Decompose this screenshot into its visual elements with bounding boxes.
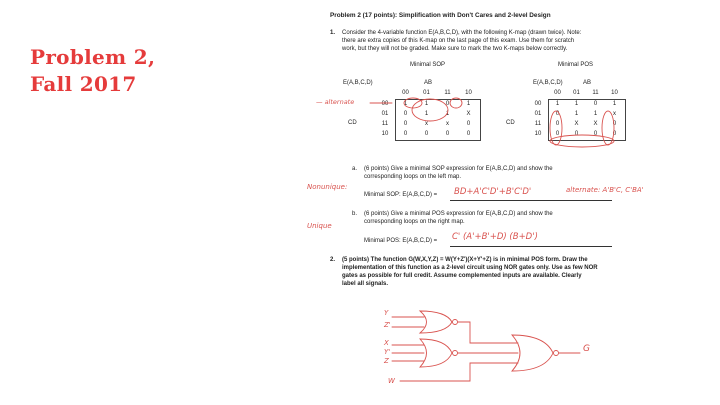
kmap_pos-cell: 1 xyxy=(612,101,617,107)
kmap_pos-cell: 1 xyxy=(574,101,579,107)
kmap_sop-cell: 1 xyxy=(403,101,408,107)
kmap_pos-cell: 0 xyxy=(555,121,560,127)
part-b-line1: (6 points) Give a minimal POS expression for E(A,B,C,D) and show the xyxy=(364,211,553,217)
part-a-line2: corresponding loops on the left map. xyxy=(364,174,462,180)
kmap_pos-cell: 0 xyxy=(593,101,598,107)
nor-gate-2 xyxy=(420,339,452,367)
kmap_pos-row-header: 10 xyxy=(534,131,542,137)
kmap_sop-cell: x xyxy=(446,121,449,127)
kmap_sop-cell: 0 xyxy=(424,131,429,137)
hand-alternate-right: alternate: A'B'C, C'BA' xyxy=(566,186,644,194)
kmap_pos-cell: 0 xyxy=(593,131,598,137)
q1-line3: work, but they will not be graded. Make sure to mark the two K-maps below correctly. xyxy=(342,46,568,52)
slide-title-line1: Problem 2, xyxy=(30,45,156,69)
q1-number: 1. xyxy=(330,30,336,36)
kmap-sop-ab-label: AB xyxy=(424,80,433,86)
hand-input-y: Y xyxy=(384,309,389,317)
kmap-pos-ab-label: AB xyxy=(583,80,592,86)
problem-header: Problem 2 (17 points): Simplification with Don't Cares and 2-level Design xyxy=(330,12,551,19)
kmap_pos-cell: X xyxy=(593,121,598,127)
hand-input-z: Z xyxy=(384,357,389,365)
part-a-answer-prefix: Minimal SOP: E(A,B,C,D) = xyxy=(364,192,438,198)
kmap_sop-col-header: 11 xyxy=(444,90,451,96)
hand-alternate-left: — alternate xyxy=(316,98,355,106)
nor-gate-1 xyxy=(420,311,452,333)
kmap_sop-col-header: 10 xyxy=(465,90,472,96)
hand-sop-answer: BD+A'C'D'+B'C'D' xyxy=(454,187,532,197)
slide-title-line2: Fall 2017 xyxy=(30,72,137,96)
part-a-label: a. xyxy=(352,166,358,172)
kmap_pos-cell: 0 xyxy=(555,131,560,137)
hand-input-y-prime: Y' xyxy=(384,348,391,356)
hand-pos-answer: C' (A'+B'+D) (B+D') xyxy=(452,232,538,242)
q1-line1: Consider the 4-variable function E(A,B,C,D), with the following K-map (drawn twice). Note: xyxy=(342,30,582,36)
kmap-pos-func: E(A,B,C,D) xyxy=(533,80,563,86)
kmap-pos-title: Minimal POS xyxy=(558,62,594,68)
kmap_sop-cell: 0 xyxy=(403,131,408,137)
kmap_pos-cell: 0 xyxy=(612,131,617,137)
q2-line3: gates as possible for full credit. Assume complemented inputs are available. Clearly xyxy=(342,273,582,279)
kmap_pos-col-header: 00 xyxy=(554,90,561,96)
kmap_sop-cell: 1 xyxy=(466,101,471,107)
kmap_sop-cell: 0 xyxy=(466,121,471,127)
hand-nonunique: Nonunique: xyxy=(307,183,348,191)
part-b-line2: corresponding loops on the right map. xyxy=(364,219,465,225)
kmap-sop-title: Minimal SOP xyxy=(410,62,446,68)
kmap_pos-col-header: 11 xyxy=(592,90,599,96)
kmap_pos-cell: 1 xyxy=(593,111,598,117)
kmap_sop-cell: 1 xyxy=(445,111,450,117)
kmap_pos-cell: x xyxy=(613,111,616,117)
kmap_pos-cell: X xyxy=(574,121,579,127)
kmap_sop-row-header: 01 xyxy=(381,111,389,117)
kmap_sop-cell: 0 xyxy=(466,131,471,137)
kmap_sop-row-header: 10 xyxy=(381,131,389,137)
q2-line2: implementation of this function as a 2-level circuit using NOR gates only. Use as few NOR xyxy=(342,265,598,271)
kmap_pos-cell: 0 xyxy=(555,111,560,117)
kmap_pos-col-header: 01 xyxy=(573,90,580,96)
kmap_sop-cell: 0 xyxy=(403,111,408,117)
kmap-sop-cd-label: CD xyxy=(348,120,357,126)
hand-output-g: G xyxy=(583,344,590,354)
q1-line2: there are extra copies of this K-map on the last page of this exam. Use them for scratch xyxy=(342,38,575,44)
kmap_sop-cell: 0 xyxy=(445,101,450,107)
hand-input-w: W xyxy=(388,377,395,385)
kmap-pos-cd-label: CD xyxy=(506,120,515,126)
kmap_pos-row-header: 00 xyxy=(534,101,542,107)
hand-input-x: X xyxy=(384,339,389,347)
kmap_sop-cell: 1 xyxy=(424,111,429,117)
kmap_sop-row-header: 11 xyxy=(381,121,389,127)
kmap_pos-col-header: 10 xyxy=(611,90,618,96)
hand-unique: Unique xyxy=(307,222,332,230)
kmap_sop-row-header: 00 xyxy=(381,101,389,107)
kmap_pos-cell: 0 xyxy=(612,121,617,127)
kmap_sop-col-header: 00 xyxy=(402,90,409,96)
kmap-sop-func: E(A,B,C,D) xyxy=(343,80,373,86)
kmap_pos-row-header: 01 xyxy=(534,111,542,117)
kmap_sop-cell: 0 xyxy=(445,131,450,137)
sop-loop-2 xyxy=(412,99,448,121)
kmap_pos-row-header: 11 xyxy=(534,121,542,127)
kmap_pos-cell: 1 xyxy=(555,101,560,107)
kmap_sop-cell: x xyxy=(425,121,428,127)
q2-line4: label all signals. xyxy=(342,281,389,287)
kmap_pos-cell: 0 xyxy=(574,131,579,137)
kmap_sop-cell: 0 xyxy=(403,121,408,127)
part-b-answer-prefix: Minimal POS: E(A,B,C,D) = xyxy=(364,238,438,244)
pos-loop-1 xyxy=(550,111,562,145)
sop-loop-3 xyxy=(450,98,462,108)
part-b-label: b. xyxy=(352,211,358,217)
kmap_sop-col-header: 01 xyxy=(423,90,430,96)
q2-line1: (5 points) The function G(W,X,Y,Z) = W(Y+Z')(X+Y'+Z) is in minimal POS form. Draw the xyxy=(342,257,588,263)
kmap_sop-cell: X xyxy=(466,111,471,117)
q2-number: 2. xyxy=(330,257,336,263)
pos-loop-2 xyxy=(602,111,614,145)
part-a-line1: (6 points) Give a minimal SOP expression for E(A,B,C,D) and show the xyxy=(364,166,553,172)
hand-input-z-prime: Z' xyxy=(384,321,391,329)
kmap_sop-cell: 1 xyxy=(424,101,429,107)
kmap_pos-cell: 1 xyxy=(574,111,579,117)
